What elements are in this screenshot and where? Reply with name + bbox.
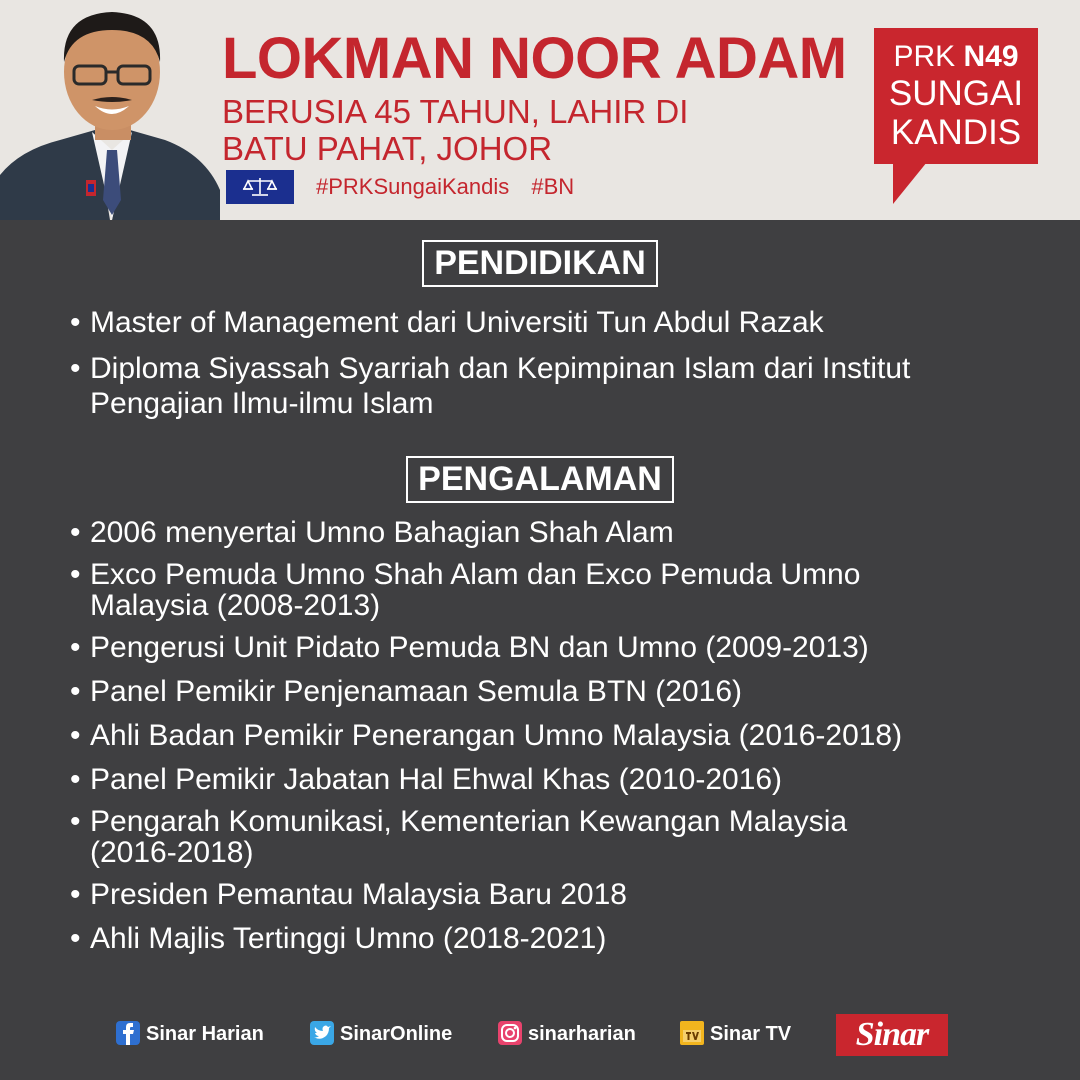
twitter-icon bbox=[310, 1021, 334, 1045]
list-item: • Diploma Siyassah Syarriah dan Kepimpinan Islam dari Institut Pengajian Ilmu-ilmu Islam bbox=[70, 351, 1030, 421]
callout-line1 bbox=[874, 42, 1038, 72]
hashtags bbox=[316, 176, 574, 198]
sinar-tv-label: Sinar TV bbox=[710, 1023, 792, 1045]
callout-tail bbox=[893, 162, 927, 204]
header-banner bbox=[0, 0, 1080, 220]
list-item: • Ahli Badan Pemikir Penerangan Umno Malaysia (2016-2018) bbox=[70, 718, 1030, 753]
candidate-age-birthplace-line1: BERUSIA 45 TAHUN, LAHIR DI bbox=[222, 93, 689, 130]
twitter-link[interactable] bbox=[310, 1022, 452, 1047]
education-list bbox=[70, 305, 1030, 432]
hashtag-prk[interactable]: #PRKSungaiKandis bbox=[316, 174, 510, 199]
experience-heading bbox=[0, 456, 1080, 503]
list-item: • Master of Management dari Universiti Tun Abdul Razak bbox=[70, 305, 1030, 340]
facebook-label: Sinar Harian bbox=[146, 1023, 264, 1045]
candidate-name: LOKMAN NOOR ADAM bbox=[222, 26, 847, 91]
instagram-link[interactable] bbox=[498, 1022, 636, 1047]
list-item: • Exco Pemuda Umno Shah Alam dan Exco Pemuda Umno Malaysia (2008-2013) bbox=[70, 559, 1030, 621]
facebook-icon bbox=[116, 1021, 140, 1045]
list-item: • Pengerusi Unit Pidato Pemuda BN dan Umno (2009-2013) bbox=[70, 630, 1030, 665]
sinar-harian-logo: Sinar bbox=[836, 1014, 948, 1056]
twitter-label: SinarOnline bbox=[340, 1023, 453, 1045]
education-title: PENDIDIKAN bbox=[422, 240, 658, 287]
list-item: • 2006 menyertai Umno Bahagian Shah Alam bbox=[70, 515, 1030, 550]
sinar-tv-icon bbox=[680, 1021, 704, 1045]
instagram-icon bbox=[498, 1021, 522, 1045]
callout-line3: KANDIS bbox=[890, 113, 1022, 152]
experience-list bbox=[70, 515, 1030, 965]
list-item: • Panel Pemikir Penjenamaan Semula BTN (2016) bbox=[70, 674, 1030, 709]
list-item: • Pengarah Komunikasi, Kementerian Kewangan Malaysia (2016-2018) bbox=[70, 806, 1030, 868]
sinar-tv-link[interactable] bbox=[680, 1022, 791, 1047]
bn-flag-icon bbox=[226, 170, 294, 204]
hashtag-bn[interactable]: #BN bbox=[531, 174, 575, 199]
list-item: • Presiden Pemantau Malaysia Baru 2018 bbox=[70, 877, 1030, 912]
constituency-callout bbox=[874, 28, 1038, 164]
callout-line2: SUNGAI bbox=[888, 74, 1024, 113]
education-heading bbox=[0, 240, 1080, 287]
instagram-label: sinarharian bbox=[528, 1023, 636, 1045]
list-item: • Ahli Majlis Tertinggi Umno (2018-2021) bbox=[70, 921, 1030, 956]
facebook-link[interactable] bbox=[116, 1022, 264, 1047]
candidate-age-birthplace-line2: BATU PAHAT, JOHOR bbox=[222, 130, 553, 167]
callout-prefix: PRK bbox=[893, 40, 956, 73]
callout-code: N49 bbox=[963, 40, 1019, 73]
candidate-portrait bbox=[0, 0, 220, 220]
list-item: • Panel Pemikir Jabatan Hal Ehwal Khas (2010-2016) bbox=[70, 762, 1030, 797]
experience-title: PENGALAMAN bbox=[406, 456, 674, 503]
